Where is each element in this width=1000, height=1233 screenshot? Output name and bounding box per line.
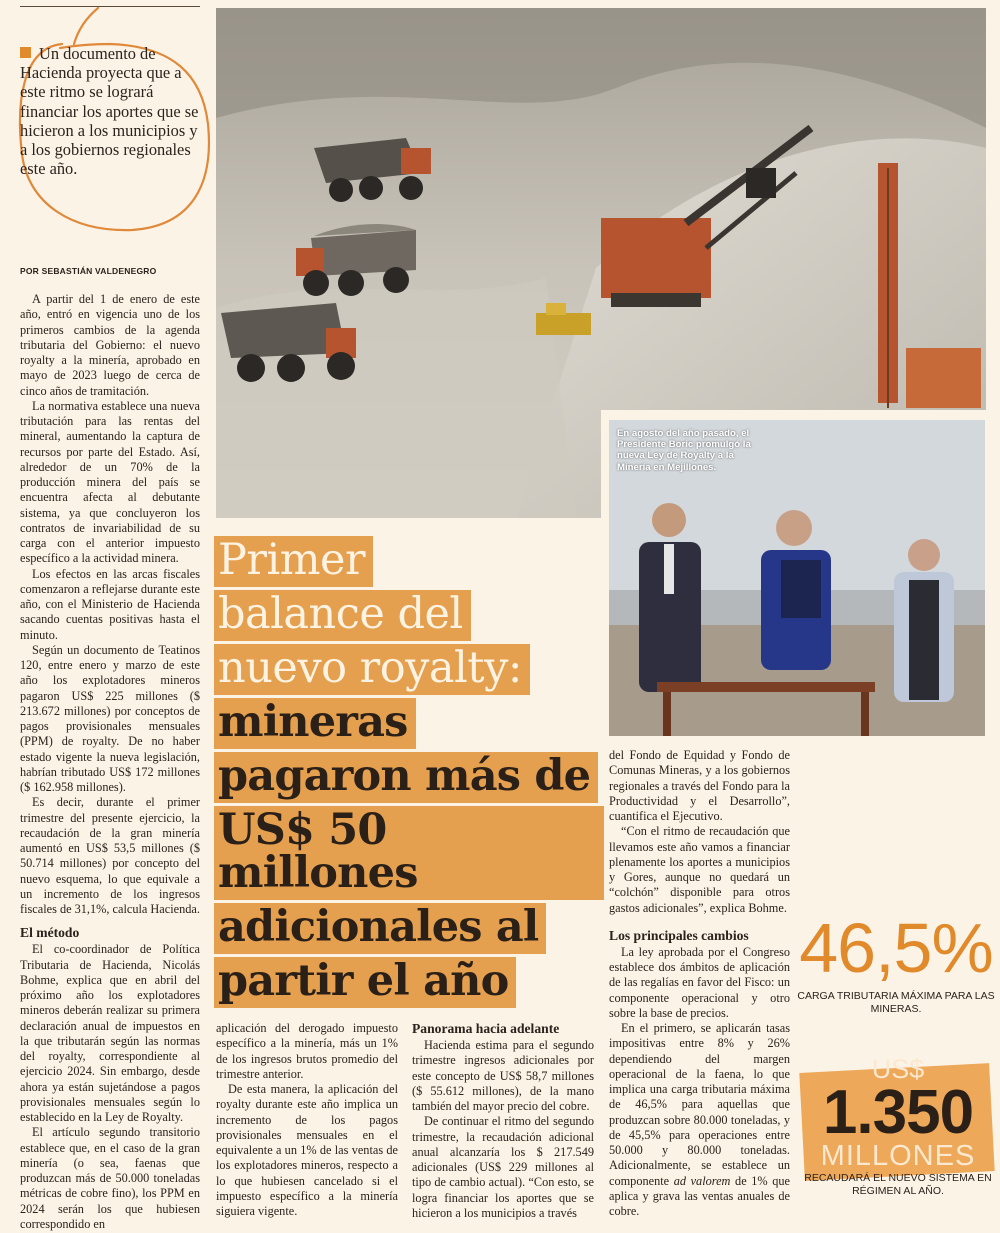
lead-summary [20, 44, 202, 178]
paragraph: De continuar el ritmo del segundo trimestre, la recaudación adicional anual alcanzaría los $ 217.549 adicionales (US$ 229 millones al tipo de cambio actual). “Con esto, se logra financiar los aportes que se hicieron a los municipios a través [412, 1114, 594, 1220]
paragraph: Según un documento de Teatinos 120, entre enero y marzo de este año los explotadores mineros pagaron US$ 225 millones ($ 213.672 millones) por conceptos de pagos provisionales mensuales (PPM) de royalty. De no haber estado vigente la nueva legislación, habrían tributado US$ 172 millones ($ 162.958 millones). [20, 642, 200, 794]
headline-line: US$ 50 millones [214, 806, 604, 900]
paragraph: En el primero, se aplicarán tasas impositivas entre 8% y 26% dependiendo del margen operacional de la faena, lo que implica una carga tributaria máxima de 46,5% para aquellas que produzcan sobre 80.000 toneladas, y de 45,5% para operaciones entre 50.000 y 80.000 toneladas. Adicionalmente, se establece un componente ad valorem de 1% que aplica y grava las ventas anuales de cobre. [609, 1021, 791, 1218]
headline-line: balance del [214, 590, 604, 641]
paragraph: Los efectos en las arcas fiscales comenzaron a reflejarse durante este año, con el Ministerio de Hacienda sacando cuentas positivas hasta el minuto. [20, 566, 200, 642]
headline-line: mineras [214, 698, 604, 749]
stat-prefix: US$ [871, 1054, 925, 1084]
paragraph: Hacienda estima para el segundo trimestre ingresos adicionales por este concepto de US$ 58,7 millones ($ 55.612 millones), de la mano también del mayor precio del cobre. [412, 1038, 594, 1113]
paragraph: La ley aprobada por el Congreso establece dos ámbitos de aplicación de las regalías en favor del Fisco: un componente operacional y otro sobre la base de precios. [609, 944, 790, 1020]
paragraph: El artículo segundo transitorio establece que, en el caso de la gran minería (o sea, faenas que produzcan más de 50.000 toneladas métricas de cobre fino), los PPM en 2024 serán los que hubiesen correspondido en [20, 1125, 200, 1231]
stat-value: 1.350 [822, 1078, 974, 1147]
haul-truck-3 [221, 303, 356, 382]
stat-unit: MILLONES [820, 1140, 976, 1172]
article-column-1 [20, 292, 200, 1232]
headline-line: adicionales al [214, 903, 604, 954]
paragraph: A partir del 1 de enero de este año, entró en vigencia uno de los primeros cambios de la agenda tributaria del Gobierno: el nuevo royalty a la minería, aprobado en mayo de 2023 luego de cerca de cinco años de tramitación. [20, 292, 200, 398]
paragraph: del Fondo de Equidad y Fondo de Comunas Mineras, y a los gobiernos regionales a través del Fondo para la Productividad y el Desarrollo”, cuantifica el Ejecutivo. [609, 748, 790, 823]
headline-line: partir el año [214, 957, 604, 1008]
bullet-square-icon [20, 47, 31, 58]
photo-caption: En agosto del año pasado, el Presidente Boric promulgó la nueva Ley de Royalty a la Minería en Mejillones. [617, 428, 751, 473]
lead-text: Un documento de Hacienda proyecta que a este ritmo se logrará financiar los aportes que se hicieron a los municipios y a los gobiernos regionales este año. [20, 44, 199, 179]
paragraph: El co-coordinador de Política Tributaria de Hacienda, Nicolás Bohme, explica que en abril del próximo año los explotadores mineros deberán realizar su primera declaración anual de impuestos en la que tributarán según las normas del royalty, correspondiente al ejercicio 2024. Sin embargo, desde ahora ya están sujetándose a pagos provisionales mensuales según lo establecido en la Ley de Royalty. [20, 942, 200, 1124]
paragraph: “Con el ritmo de recaudación que llevamos este año vamos a financiar plenamente los aportes a municipios y Gores, aunque no quedará un “colchón” disponible para otros gastos adicionales”, explica Bohme. [609, 824, 790, 915]
article-column-2 [216, 1021, 398, 1219]
stat-value: 46,5% [799, 909, 993, 987]
subhead-metodo: El método [20, 925, 80, 941]
stat-max-tax [796, 906, 996, 1016]
subhead-cambios: Los principales cambios [609, 927, 749, 943]
stat-annual-revenue [800, 1054, 996, 1198]
subhead-panorama: Panorama hacia adelante [412, 1021, 560, 1036]
stat-label: RECAUDARÁ EL NUEVO SISTEMA EN RÉGIMEN AL AÑO. [804, 1172, 992, 1197]
article-column-4 [609, 748, 790, 1219]
headline-line: nuevo royalty: [214, 644, 604, 695]
paragraph: De esta manera, la aplicación del royalty durante este año implica un incremento de los pagos provisionales mensuales en el equivalente a un 1% de las ventas de los explotadores mineros, respecto a lo que hubiesen cancelado si el impuesto específico a la minería siguiera vigente. [216, 1082, 398, 1218]
stat-label: CARGA TRIBUTARIA MÁXIMA PARA LAS MINERAS. [797, 990, 995, 1015]
paragraph: aplicación del derogado impuesto específico a la minería, más un 1% de los ingresos brutos promedio del trimestre anterior. [216, 1021, 398, 1081]
paragraph: La normativa establece una nueva tributación para las rentas del mineral, aumentando la captura de recursos por parte del Estado. Así, alrededor de un 70% de la producción minera del país se encuentra afecta al debutante sistema, ya que concluyeron los contratos de invariabilidad de su carga con el anterior impuesto específico a la actividad minera. [20, 398, 200, 566]
headline [214, 536, 604, 1011]
paragraph: Es decir, durante el primer trimestre del presente ejercicio, la recaudación de la gran minería aumentó en US$ 53,5 millones ($ 50.714 millones) por concepto del nuevo esquema, lo que equivale a un incremento de los ingresos fiscales de 31,1%, calcula Hacienda. [20, 795, 200, 916]
headline-line: pagaron más de [214, 752, 604, 803]
article-column-3 [412, 1021, 594, 1221]
headline-line: Primer [214, 536, 604, 587]
byline: POR SEBASTIÁN VALDENEGRO [20, 266, 157, 276]
